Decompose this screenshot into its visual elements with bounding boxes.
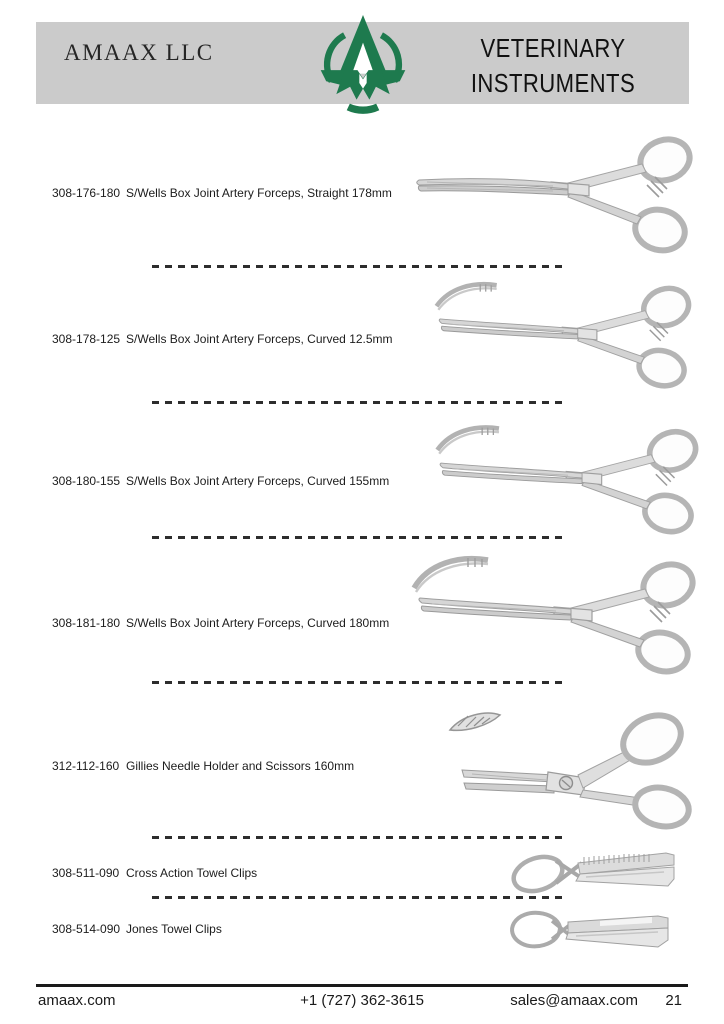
part-number: 308-178-125: [52, 332, 121, 346]
dashed-separator: [152, 536, 566, 539]
part-number: 308-181-180: [52, 616, 121, 630]
part-number: 312-112-160: [52, 759, 120, 773]
footer-email: sales@amaax.com: [510, 992, 638, 1009]
company-name: AMAAX LLC: [64, 40, 214, 65]
part-number: 308-514-090: [52, 922, 121, 936]
part-number: 308-511-090: [52, 866, 120, 880]
curved-tip-inset: [437, 428, 499, 454]
part-description: Cross Action Towel Clips: [126, 866, 258, 880]
footer-page-number: 21: [665, 992, 682, 1009]
footer-website: amaax.com: [38, 992, 116, 1009]
dashed-separator: [152, 836, 566, 839]
part-description: S/Wells Box Joint Artery Forceps, Curved 180mm: [126, 616, 390, 630]
part-description: S/Wells Box Joint Artery Forceps, Straight 178mm: [126, 186, 392, 200]
part-description: Jones Towel Clips: [126, 922, 222, 936]
forceps-straight-illustration: [403, 133, 705, 257]
part-description: Gillies Needle Holder and Scissors 160mm: [126, 759, 355, 773]
part-description: S/Wells Box Joint Artery Forceps, Curved 155mm: [126, 474, 390, 488]
towel-clip-jones-illustration: [502, 899, 694, 961]
forceps-curved-illustration: [428, 417, 710, 539]
amaax-logo-icon: [317, 13, 409, 120]
page-title-line1: VETERINARY: [480, 33, 626, 63]
part-description: S/Wells Box Joint Artery Forceps, Curved 12.5mm: [126, 332, 393, 346]
part-number: 308-176-180: [52, 186, 121, 200]
towel-clip-cross-action-illustration: [504, 841, 704, 898]
curved-tip-inset: [437, 284, 497, 310]
page-title-line2: INSTRUMENTS: [470, 68, 636, 98]
dashed-separator: [152, 401, 566, 404]
curved-tip-inset: [414, 558, 488, 592]
footer-rule: [36, 984, 688, 987]
footer-phone: +1 (727) 362-3615: [300, 992, 424, 1009]
blade-inset: [450, 713, 500, 730]
forceps-curved-illustration: [404, 552, 710, 676]
dashed-separator: [152, 265, 566, 268]
dashed-separator: [152, 681, 566, 684]
needle-holder-scissors-illustration: [436, 702, 708, 830]
dashed-separator: [152, 896, 566, 899]
part-number: 308-180-155: [52, 474, 121, 488]
page-title: [465, 31, 640, 101]
forceps-curved-illustration: [420, 277, 710, 390]
